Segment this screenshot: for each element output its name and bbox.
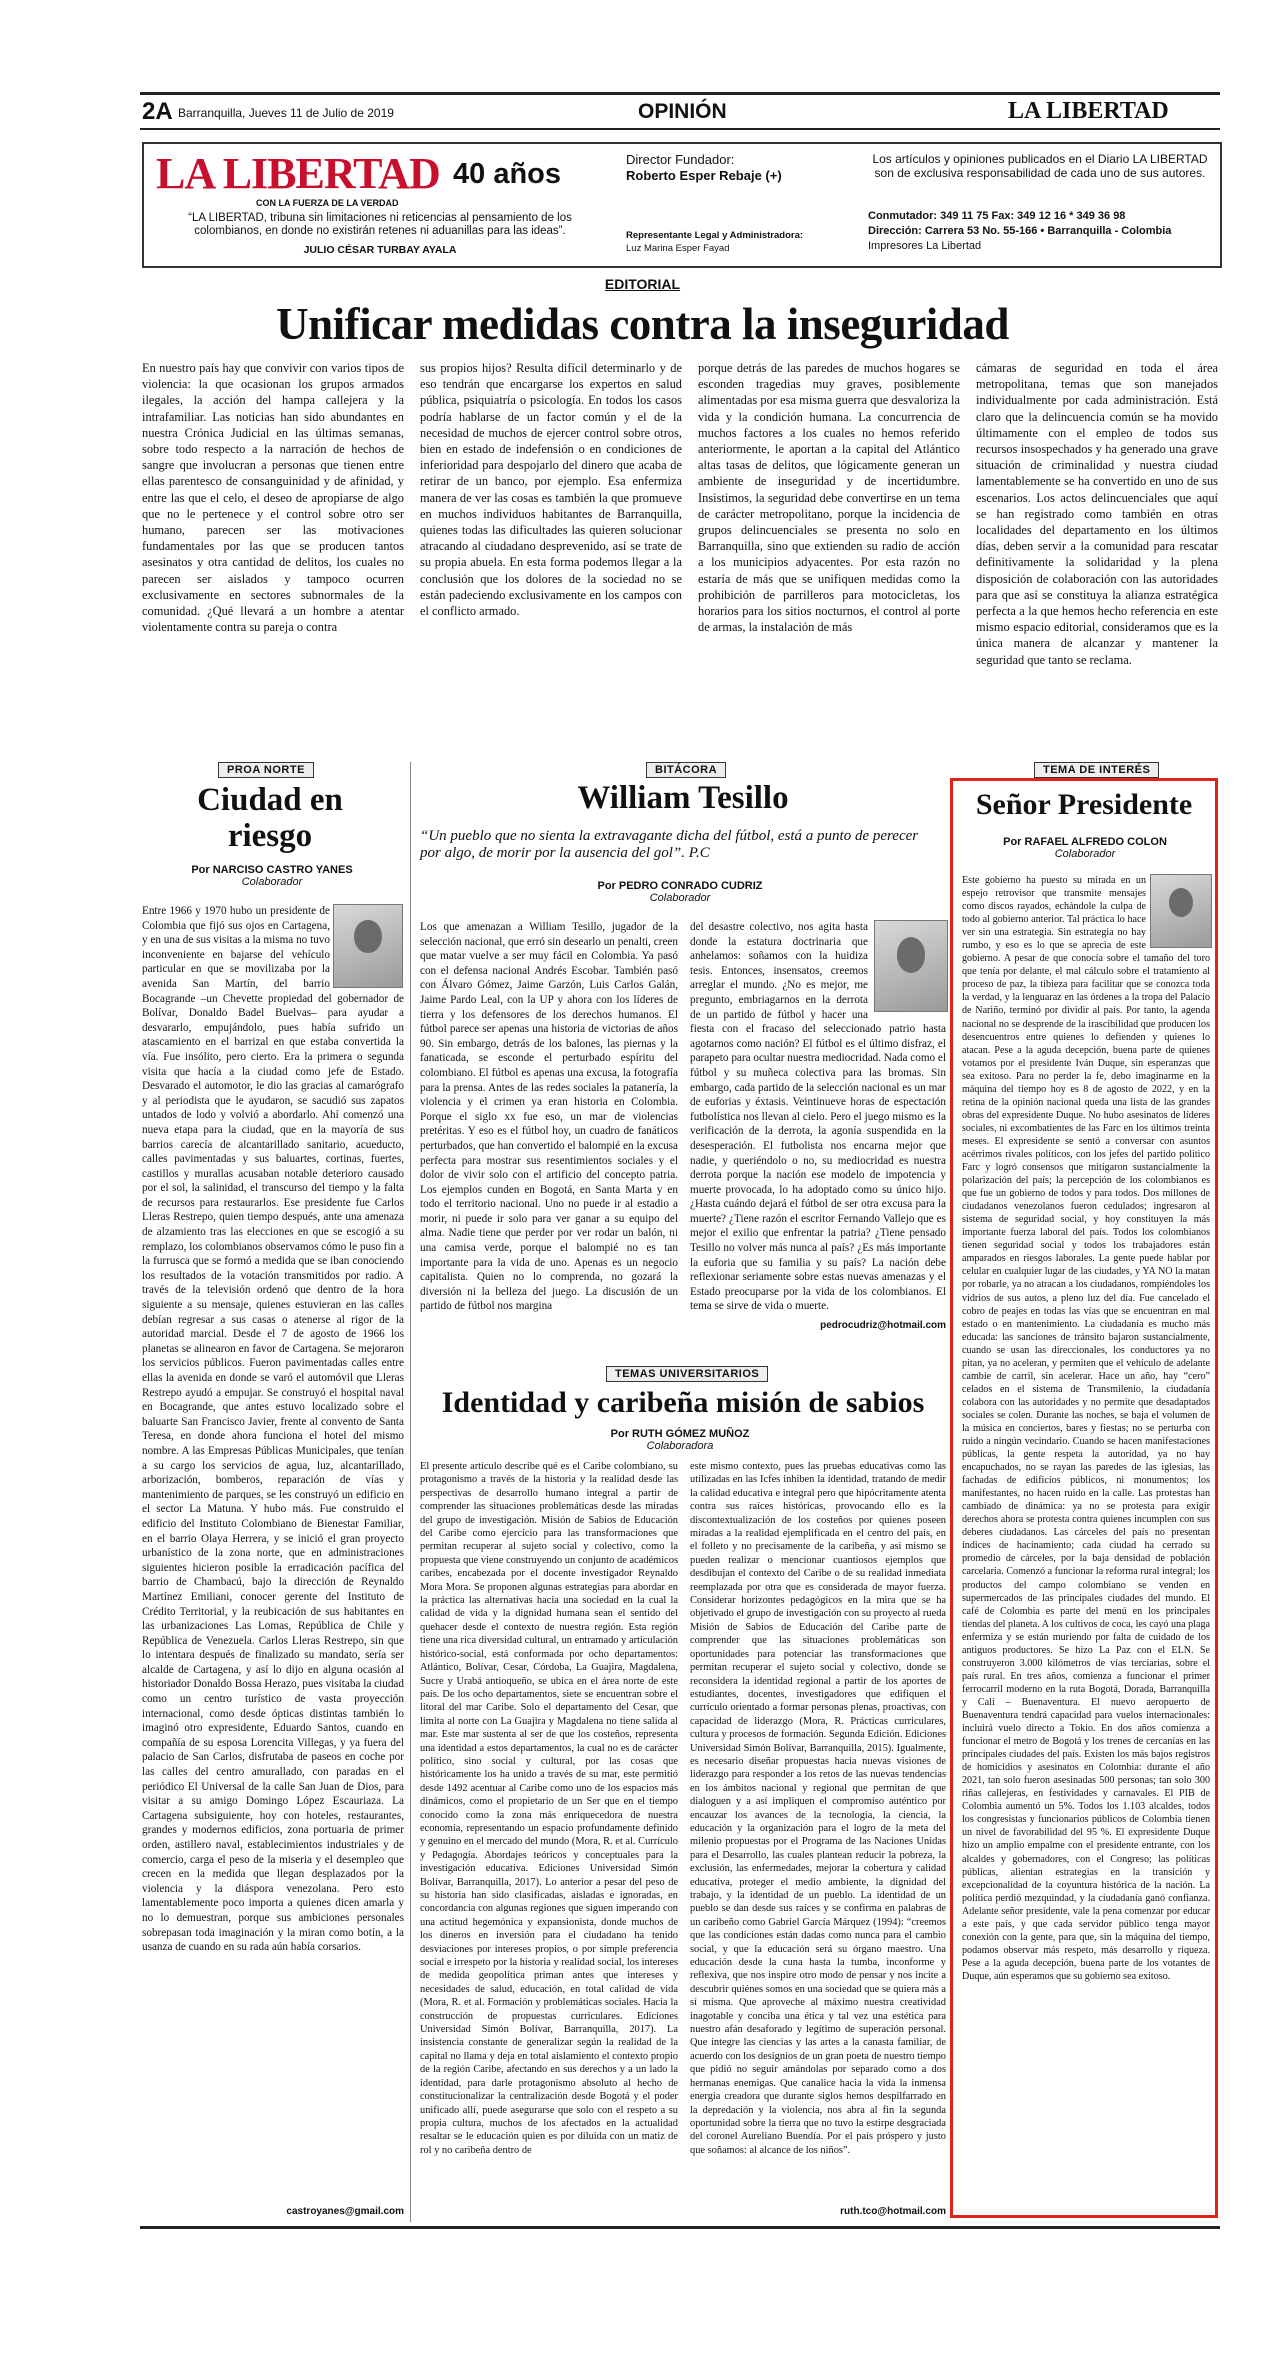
masthead-years: 40 años [453,158,561,190]
masthead-quote: “LA LIBERTAD, tribuna sin limitaciones ni reticencias al pensamiento de los colombianos, en donde no existirán retenes ni aduanillas para las ideas”. [188,212,572,237]
bitacora-col-2 [690,920,946,1316]
interes-author: Por RAFAEL ALFREDO COLON [1003,836,1167,848]
interes-body: Este gobierno ha puesto su mirada en un espejo retrovisor que transmite mensajes como discos rayados, echándole la culpa de todo al gobierno anterior. Tal práctica lo hace ver sin una estrategia. Sin estrategia no hay rumbo, y eso es lo que se aprecia de este gobierno. A pesar de que conocía sobre el tamaño del toro que tenía por delante, el mal cálculo sobre el tratamiento al proceso de paz, la tibieza para facilitar que se conozca toda la verdad, y la lenguaraz en las órdenes a la tropa del Palacio de Nariño, terminó por dividir al país. Por tanto, la agenda nacional no se desprende de la irascibilidad que producen los desencuentros entre quienes lo defienden y quienes lo atacan. Pese a la aguda decepción, buena parte de quienes votamos por el presidente Iván Duque, sin esperanzas que sea exitoso. Para no perder la fe, debo imaginarme en la máquina del tiempo hoy es 8 de agosto de 2022, y en la retina de la opinión nacional queda una lista de las grandes obras del expresidente Duque. No hubo asesinatos de líderes sociales, ni excombatientes de las Farc en los últimos treinta meses. El expresidente se sentó a conversar con asuntos acérrimos rivales políticos, con los jefes del partido político Farc y logró consensos que mitigaron sustancialmente la polarización del país; la percepción de los colombianos es que fue un gobierno de todos y para todos. Dos millones de ciudadanos venezolanos fueron cedulados; ingresaron al sistema de seguridad social, y hoy constituyen la más importante fuerza laboral del país. Todos los colombianos tienen seguridad social y todos los trabajadores están amparados en riesgos laborales. La gente puede hablar por celular en cualquier lugar de las ciudades, y YA NO la matan por robarle, ya no atracan a los ciudadanos, rompiéndoles los vidrios de sus autos, a pleno luz del día. Fue cancelado el cobro de peajes en todas las vías que se encuentran en mal estado o en mantenimiento. La ciudadanía es mucho más educada: las sanciones de tránsito bajaron sustancialmente, cuando se usan las direccionales, los conductores ya no pitan, ya no aceleran, y permiten que el vehículo de adelante cambie de carril, sin acelerar. Hace un año, hay “cero” celados en el sistema de Transmilenio, la ciudadanía colabora con las autoridades y no permite que desadaptados sociales se colen. Durante las noches, se baja el volumen de la música en conciertos, bares y fiestas; no se perturba con ruido a ningún vecindario. Cuando se hacen manifestaciones públicas, la gente respeta la autoridad, ya no hay encapuchados, no se rayan las paredes de las iglesias, las fachadas de edificios públicos, ni monumentos; los manifestantes, no hacen ruido en la calle. Las protestas han cambiado de dinámica: ya no se protesta para exigir derechos ahora se protesta contra quienes incumplen con sus deberes ciudadanos. Las cárceles del país no presentan índices de hacinamiento; cada ciudad ha cerrado su promedio de cárceles, por la baja densidad de población carcelaria. Comenzó a funcionar la reforma rural integral; los productos del campo colombiano se venden en supermercados de las principales ciudades del mundo. El café de Colombia es parte del menú en los principales tiendas del planeta. A los cultivos de coca, les cayó una plaga enfermiza y se están muriendo por falta de cuidado de los antiguos productores. Se hizo La Paz con el ELN. Se construyeron 3.000 kilómetros de vías terciarias, sobre el país rural. En tres años, comienza a funcionar el primer ferrocarril moderno en la ruta Bogotá, Dorada, Barranquilla y Cali – Buenaventura. El nuevo aeropuerto de Buenaventura tendrá capacidad para vuelos internacionales: incluirá vuelo directo a Tokio. En dos años comienza a funcionar el metro de Bogotá y los trenes de cercanías en las principales ciudades del país. Existen los más bajos registros de homicidios y asesinatos en Colombia: durante el año 2021, tan solo fueron asesinadas 500 personas; tan solo 300 riñas callejeras, en festividades y carnavales. El PIB de Colombia aumentó un 5%. Todos los 1.103 alcaldes, todos los congresistas y funcionarios públicos de Colombia tienen un nivel de favorabilidad del 95 %. El expresidente Duque hizo un amplio empalme con el presidente entrante, con los alcaldes y gobernadores, con el Congreso; las políticas públicas, alientan estrategias en la transición y excepcionalidad de la coyuntura histórica de la nación. La política perdió mezquindad, y la ciudadanía ganó confianza. Adelante señor presidente, vale la pena comenzar por educar a este país, y que cada servidor público tenga mayor conexión con la gente, para que, sin la máquina del tiempo, podamos observar más respeto, más desarrollo y riqueza. Pese a la aguda decepción, buena parte de los votantes de Duque, aún esperamos que su gobierno sea exitoso. [962,875,1210,1982]
bitacora-col-2-body: del desastre colectivo, nos agita hasta donde la estatura doctrinaria que anhelamos: soñamos con la huidiza tesis. Entonces, insensatos, creemos arreglar el mundo. ¿No es mejor, me pregunto, embriagarnos en la derrota de un partido de fútbol y hacer una fiesta con el fracaso del seleccionado patrio hasta agotarnos como nación? El fútbol es el último disfraz, el parapeto para ocultar nuestra mediocridad. Nada como el fútbol y su muñeca colectiva para las bromas. Sin embargo, cada partido de la selección nacional es un mar de euforias y éxtasis. Veintinueve horas de espectación futbolística nos llevan al cielo. Pero el juego mismo es la verificación de la derrota, la agonía suspendida en la desesperación. El futbolista nos encarna mejor que nadie, y queriéndolo o no, su mediocridad es nuestra derrota porque la nación ese modelo de impotencia y muerte provocada, lo ha adoptado como su único hijo. ¿Hasta cuándo dejará el fútbol de ser otra excusa para la muerte? ¿Tiene razón el escritor Fernando Vallejo que es mejor el exilio que enfrentar la patria? ¿Tiene pensado Tesillo no volver más nunca al país? ¿Es más importante la euforia que su familia y su país? La nación debe reflexionar seriamente sobre estas nuevas amenazas y el Estado preocuparse por la vida de los colombianos. El tema se sirve de vida o muerte. [690,921,946,1313]
founder-label: Director Fundador: [626,152,735,167]
proa-divider [410,762,411,2222]
page-number: 2A [142,98,173,125]
masthead-disclaimer: Los artículos y opiniones publicados en el Diario LA LIBERTAD son de exclusiva responsabilidad de cada uno de sus autores. [872,152,1208,180]
masthead-address: Dirección: Carrera 53 No. 55-166 • Barranquilla - Colombia [868,225,1172,237]
dateline: Barranquilla, Jueves 11 de Julio de 2019 [178,106,394,120]
proa-role: Colaborador [241,876,303,888]
bitacora-role: Colaborador [649,892,711,904]
universitarios-author: Por RUTH GÓMEZ MUÑOZ [610,1428,750,1440]
editorial-col-4: cámaras de seguridad en toda el área metropolitana, temas que son manejados individualmente por cada administración. Está claro que la delincuencia común se ha movido últimamente con el empleo de todos sus recursos insospechados y ha generado una grave situación de criminalidad y nuestra ciudad lamentablemente se ha convertido en uno de sus escenarios. Los actos delincuenciales que aquí se han registrado como también en otras localidades del departamento en los últimos días, deben servir a la comunidad para rescatar definitivamente la solidaridad y la plena disposición de colaboración con las autoridades para que así se constituya la alianza estratégica perfecta a la que hemos hecho referencia en este mismo espacio editorial, consideramos que es la única manera de alcanzar y mantener la seguridad que tanto se reclama. [976,361,1218,667]
masthead-quote-author: JULIO CÉSAR TURBAY AYALA [303,244,457,256]
interes-title: Señor Presidente [975,788,1193,821]
universitarios-col-1: El presente artículo describe qué es el Caribe colombiano, su protagonismo a través de la historia y la realidad desde las perspectivas de desarrollo humano integral a partir de comprender las situaciones problemáticas desde las miradas del grupo de investigación. Misión de Sabios de Educación del Caribe como ejercicio para las transformaciones que permitan recuperar al sujeto social y colectivo, como la propuesta que viene construyendo un conjunto de académicos caribes, encabezada por el docente investigador Reynaldo Mora Mora. Se proponen algunas estrategias para abordar en la práctica las alternativas hacia una sociedad en la cual la calidad de vida y la dignidad humana sean el sentido del quehacer desde el contexto de nuestra región. Esta región tiene una rica diversidad cultural, un entramado y articulación histórico-social, está conformada por ocho departamentos: Atlántico, Bolívar, Cesar, Córdoba, La Guajira, Magdalena, Sucre y Urabá antioqueño, se ubica en el área norte de este país. De los ocho departamentos, siete se encuentran sobre el litoral del mar Caribe. Solo el departamento del Cesar, que limita al norte con La Guajira y Magdalena no tiene salida al mar. Este mar sustenta al ser de que los costeños, representa una identidad a estos departamentos, la cual no es de carácter político, sino social y cultural, por las cosas que históricamente los ha unido a través de su mar, este permitió desde 1492 acentuar al Caribe como uno de los espacios más dinámicos, como el propietario de un Ser que en el tiempo conocido como la zona más enriquecedora de nuestra economía, representando un espacio profundamente definido y genuino en el mercado del mundo (Mora, R. et al. Currículo y Pedagogía. Abordajes teóricos y conceptuales para la investigación educativa. Ediciones Universidad Simón Bolívar, Barranquilla, 2017). Lo anterior a pesar del peso de su historia han sido clasificadas, aisladas e ignoradas, en concordancia con algunas regiones que siguen imperando con una actitud hegemónica y expansionista, donde muchos de los dineros en inversión para el ciudadano ha tenido desviaciones por intereses propios, o por simple preferencia social e irrespeto por la historia y realidad social, los intereses de medida geopolítica priman antes que intereses y necesidades de salud, educación, en total calidad de vida (Mora, R. et al. Formación y problemáticas sociales. Hacia la construcción de propuestas curriculares. Ediciones Universidad Simón Bolívar, Barranquilla, 2017). La insistencia constante de generalizar según la realidad de la capital no llama y deja en total aislamiento el contexto propio de la región Caribe, afectando en sus derechos y a un lado la identidad, para darle protagonismo absoluto al hecho de constitucionalizar la centralización desde Bogotá y el poder unificado allí, puede asegurarse que solo con el respeto a su propia cultura, muchos de los afectados en la actualidad resaltar se le educación quien es por diluida con un matiz de rol y no caribeña dentro de [420,1461,678,2156]
editorial-col-2: sus propios hijos? Resulta difícil determinarlo y de eso tendrán que encargarse los expertos en salud pública, psiquiatría o psicología. En todos los casos podría hablarse de un factor común y el de la necesidad de muchos de ejercer control sobre otros, bien en estado de indefensión o en condiciones de inferioridad para despojarlo del dinero que acaba de retirar de un banco, por ejemplo. Esa enfermiza manera de ver las cosas es también la que promueve en muchos individuos habitantes de Barranquilla, quienes todas las dificultades las quieren solucionar atracando al ciudadano desprevenido, así se trate de su propia abuela. En esta forma podemos llegar a la conclusión que los dolores de la sociedad no se están padeciendo exclusivamente en los campos con el conflicto armado. [420,361,682,619]
editorial-col-3: porque detrás de las paredes de muchos hogares se esconden tragedias muy graves, posiblemente alimentadas por esa misma guerra que desvaloriza la vida y la condición humana. La concurrencia de muchos factores a los cuales no hemos referido anteriormente, le aportan a la capital del Atlántico altas tasas de delitos, que lógicamente generan un ambiente de inseguridad y de incertidumbre. Insistimos, la seguridad debe convertirse en un tema de carácter metropolitano, porque la incidencia de grupos delincuenciales se presenta no solo en Barranquilla, sino que extienden su radio de acción a los municipios adyacentes. Por esta razón no estaría de más que se unifiquen medidas como la prohibición de parrilleros para motocicletas, los horarios para los sitios nocturnos, el control al porte de armas, la instalación de más [698,361,960,635]
section-name: OPINIÓN [638,100,727,123]
top-rule [140,92,1220,95]
universitarios-byline [420,1428,940,1452]
bitacora-byline [420,880,940,904]
bitacora-col-1: Los que amenazan a William Tesillo, jugador de la selección nacional, que erró sin desearlo un penalti, creen que matar vuelve a ser muy fácil en Colombia. Ya pasó con el defensa nacional Andrés Escobar. También pasó con Álvaro Gómez, Jaime Garzón, Luis Carlos Galán, Jaime Pardo Leal, con la UP y ahora con los líderes de tierra y los defensores de los derechos humanos. El fútbol parece ser apenas una historia de victorias de años 90. Sin embargo, detrás de los balones, las piernas y la fanaticada, se esconde el perturbado espíritu del colombiano. El fútbol es apenas una excusa, la fotografía para la prensa. Antes de las redes sociales la patanería, la violencia y el crimen ya eran historia en Colombia. Porque el siglo xx fue eso, un mar de violencias pretéritas. Y eso es el fútbol hoy, un cuadro de fanáticos perturbados, que han convertido el balompié en la excusa perfecta para mostrar sus resentimientos sociales y el dolor de vivir solo con el artificio del concepto patria. Los ejemplos cunden en Bogotá, en Santa Marta y en todo el territorio nacional. Uno no puede ir al estadio a morir, ni puede ir solo para ver ganar a su equipo del alma. Nadie tiene que perder por ver rodar un balón, ni una camisa verde, porque el balompié no es tan importante para la vida de uno. Apenas es un negocio capitalista. Quien no lo comprenda, no gozará la diversión ni la belleza del juego. La discusión de un partido de fútbol nos margina [420,921,678,1313]
masthead-logo: LA LIBERTAD [156,149,440,198]
masthead-phones: Conmutador: 349 11 75 Fax: 349 12 16 * 349 36 98 [868,210,1126,222]
legal-name: Luz Marina Esper Fayad [626,243,730,254]
legal-label: Representante Legal y Administradora: [626,230,804,241]
proa-text [142,904,404,2194]
editorial-title: Unificar medidas contra la inseguridad [276,299,1009,349]
bitacora-tag: BITÁCORA [646,762,726,778]
header-rule [140,128,1220,130]
bitacora-quote: “Un pueblo que no sienta la extravagante dicha del fútbol, está a punto de perecer por algo, de morir por la ausencia del gol”. P.C [420,828,919,861]
universitarios-email: ruth.tco@hotmail.com [840,2206,946,2217]
editorial-kicker: EDITORIAL [604,276,681,292]
interes-text [962,874,1210,2208]
proa-title: Ciudad en riesgo [197,782,343,854]
proa-author: Por NARCISO CASTRO YANES [191,864,353,876]
bitacora-email: pedrocudriz@hotmail.com [820,1320,946,1331]
proa-body: Entre 1966 y 1970 hubo un presidente de Colombia que fijó sus ojos en Cartagena, y en una de sus visitas a la misma no tuvo inconveniente en bajarse del vehículo particular en que se movilizaba por la avenida San Martín, del barrio Bocagrande –un Chevette propiedad del gobernador de Bolívar, Donaldo Badel Buelvas– para ayudar a desvararlo, empujándolo, pues había sufrido un atascamiento en el barrizal en que estaba convertida la vía. Fue insólito, pero cierto. Era la primera o segunda visita que hacía a la ciudad como jefe de Estado. Desvarado el automotor, le dio las gracias al camarógrafo y al periodista que le ayudaron, se sacudió sus zapatos untados de lodo y volvió a abordarlo. Ahí comenzó una nueva etapa para la ciudad, que en la mayoría de sus barrios carecía de alcantarillado sanitario, acueducto, calles pavimentadas y sus baluartes, cortinas, fuertes, castillos y murallas acusaban notable deterioro causado por el sol, la salinidad, el transcurso del tiempo y la falta de recursos para restaurarlos. Ese presidente fue Carlos Lleras Restrepo, quien tiempo después, ante una amenaza de alzamiento tras las elecciones en que se escogió a su remplazo, los colombianos observamos cómo le puso fin a la furrusca que se formó a medida que se iban conociendo los resultados de la votación transmitidos por radio. A través de la televisión ordenó que dentro de la hora siguiente a su mensaje, quienes estuvieran en las calles debían regresar a sus casas o atenerse al rigor de la autoridad marcial. Desde el 7 de agosto de 1966 los planetas se alinearon en favor de Cartagena. Se mejoraron los servicios públicos. Fueron pavimentadas calles entre ellas la avenida en donde se varó el automóvil que Lleras Restrepo ayudó a empujar. Se construyó el hospital naval en Bocagrande, que antes estuvo localizado sobre el baluarte San Francisco Javier, frente al convento de Santa Teresa, en donde ahora funciona el hotel del mismo nombre. A las Empresas Públicas Municipales, que tenían a su cargo los servicios de agua, luz, alcantarillado, arborización, bomberos, reparación de vías y mantenimiento de parques, se les construyó un edificio en el sector La Matuna. Y hubo más. Fue construido el edificio del Instituto Colombiano de Bienestar Familiar, en el barrio Olaya Herrera, y se inició el gran proyecto urbanístico de la zona norte, que en administraciones siguientes hicieron posible la erradicación pacífica del barrio de Chambacú, bajo la dirección de Reynaldo Martínez Emiliani, conocer gerente del Instituto de Crédito Territorial, y la reubicación de sus habitantes en las urbanizaciones Las Lomas, República de Chile y República de Venezuela. Carlos Lleras Restrepo, sin que lo intentara después de finalizado su mandato, sería ser alcalde de Cartagena, y así lo dijo en alguna ocasión al historiador Donaldo Bossa Herazo, pues visitaba la ciudad como un centro turístico de vasta proyección internacional, como desde ópticas distintas también lo imaginó otro expresidente, Eduardo Santos, cuando en compañía de su esposa Lorencita Villegas, y ya fuera del palacio de San Carlos, disfrutaba de paseos en coche por las calles del centro amurallado, con paradas en el periódico El Universal de la calle San Juan de Dios, para visitar a su amigo Domingo López Escauriaza. La Cartagena subsiguiente, hoy con hoteles, restaurantes, grandes y modernos edificios, zona portuaria de primer orden, astillero naval, establecimientos industriales y de comercio, carga el peso de la miseria y el desempleo que crecen en la medida que llegan desplazados por la violencia y la diáspora venezolana. Pero esto lamentablemente poco importa a quienes dicen amarla y no lo demuestran, porque sus ambiciones personales sobrepasan toda imaginación y la miran como botín, a la usanza de cuando en su rada aún había corsarios. [142,905,404,1954]
interes-byline [960,836,1210,860]
universitarios-tag: TEMAS UNIVERSITARIOS [606,1366,768,1382]
paper-name: LA LIBERTAD [1008,98,1169,124]
proa-byline [142,864,402,888]
founder-name: Roberto Esper Rebaje (+) [626,168,782,183]
masthead-slogan: CON LA FUERZA DE LA VERDAD [256,198,399,208]
universitarios-title: Identidad y caribeña misión de sabios [441,1386,925,1419]
bitacora-author: Por PEDRO CONRADO CUDRIZ [597,880,763,892]
universitarios-col-2: este mismo contexto, pues las pruebas educativas como las utilizadas en las Icfes inhiben la identidad, tratando de medir la calidad educativa e integral pero que hipócritamente atenta contra sus raíces históricas, provocando ello es la discontextualización de los costeños por quienes poseen miradas a la realidad ejemplificada en el centro del país, en el folleto y no precisamente de la caribeña, y así mismo se pueden realizar o mencionar cuantiosos ejemplos que desdibujan el contexto del Caribe o de su realidad inmediata reemplazada por otra que es considerada de mayor fuerza. Considerar horizontes pedagógicos en la mira que se ha objetivado el grupo de investigación con su proyecto al rueda Misión de Sabios de Educación del Caribe parte de comprender que las situaciones problemáticas son oportunidades para potenciar las transformaciones que permitan recuperar el sujeto social y colectivo, donde se reconsidera la identidad regional a partir de los aportes de estudiantes, docentes, investigadores que edifiquen el currículo orientado a formar personas plenas, proactivas, con capacidad de liderazgo (Mora, R. Prácticas curriculares, cultura y procesos de formación. Segunda Edición. Ediciones Universidad Simón Bolívar, Barranquilla, 2015). Igualmente, es necesario diseñar propuestas hacia nuevas visiones de liderazgo para responder a los retos de las nuevas tendencias en los ámbitos nacional y regional que permitan de que dialoguen y a así impliquen el compromiso auténtico por encauzar los avances de la tecnología, la ciencia, la educación y la organización para el logro de la meta del milenio propuestas por el Programa de las Naciones Unidas para el Desarrollo, las cuales plantean reducir la pobreza, la exclusión, las enfermedades, mejorar la cobertura y calidad educativa, proteger el medio ambiente, la dignidad del trabajo, y la identidad de un pueblo. La identidad de un pueblo se dan desde sus raíces y se confirma en palabras de un caribeño como Gabriel García Márquez (1994): “creemos que las condiciones están dadas como nunca para el cambio social, y que la educación será su órgano maestro. Una educación desde la cuna hasta la tumba, inconforme y reflexiva, que nos inspire otro modo de pensar y nos incite a descubrir quiénes somos en una sociedad que se quiera más a sí misma. Que aproveche al máximo nuestra creatividad inagotable y conciba una ética y tal vez una estética para nuestro afán desaforado y legítimo de superación personal. Que integre las ciencias y las artes a la canasta familiar, de acuerdo con los designios de un gran poeta de nuestro tiempo que pidió no seguir amándolas por separado como a dos hermanas enemigas. Que canalice hacia la vida la inmensa energía creadora que durante siglos hemos despilfarrado en la depredación y la violencia, nos abra al fin la segunda oportunidad sobre la tierra que no tuvo la estirpe desgraciada del coronel Aureliano Buendía. Por el país próspero y justo que soñamos: al alcance de los niños”. [690,1461,946,2156]
proa-tag: PROA NORTE [218,762,314,778]
masthead-printer: Impresores La Libertad [868,240,982,252]
proa-email: castroyanes@gmail.com [286,2206,404,2217]
bitacora-title: William Tesillo [577,780,789,816]
bottom-rule [140,2226,1220,2229]
editorial-col-1: En nuestro país hay que convivir con varios tipos de violencia: la que ocasionan los grupos armados ilegales, la acción del hampa callejera y la intrafamiliar. Las noticias han sido abundantes en nuestra Crónica Judicial en las últimas semanas, sobre todo respecto a la narración de hechos de sangre que involucran a personas que tienen entre ellas parentesco de consanguinidad y de afinidad, y entre las que el celo, el deseo de apropiarse de algo que no le pertenece y el control sobre otro ser humano, parecen ser las motivaciones fundamentales por las que se producen tantos asesinatos y otra cantidad de delitos, los cuales no parecen ser aislados y tampoco ocurren exclusivamente en sectores subnormales de la comunidad. ¿Qué llevará a un hombre a atentar violentamente contra su pareja o contra [142,361,404,635]
interes-role: Colaborador [1054,848,1116,860]
universitarios-role: Colaboradora [646,1440,714,1452]
interes-tag: TEMA DE INTERÉS [1034,762,1159,778]
